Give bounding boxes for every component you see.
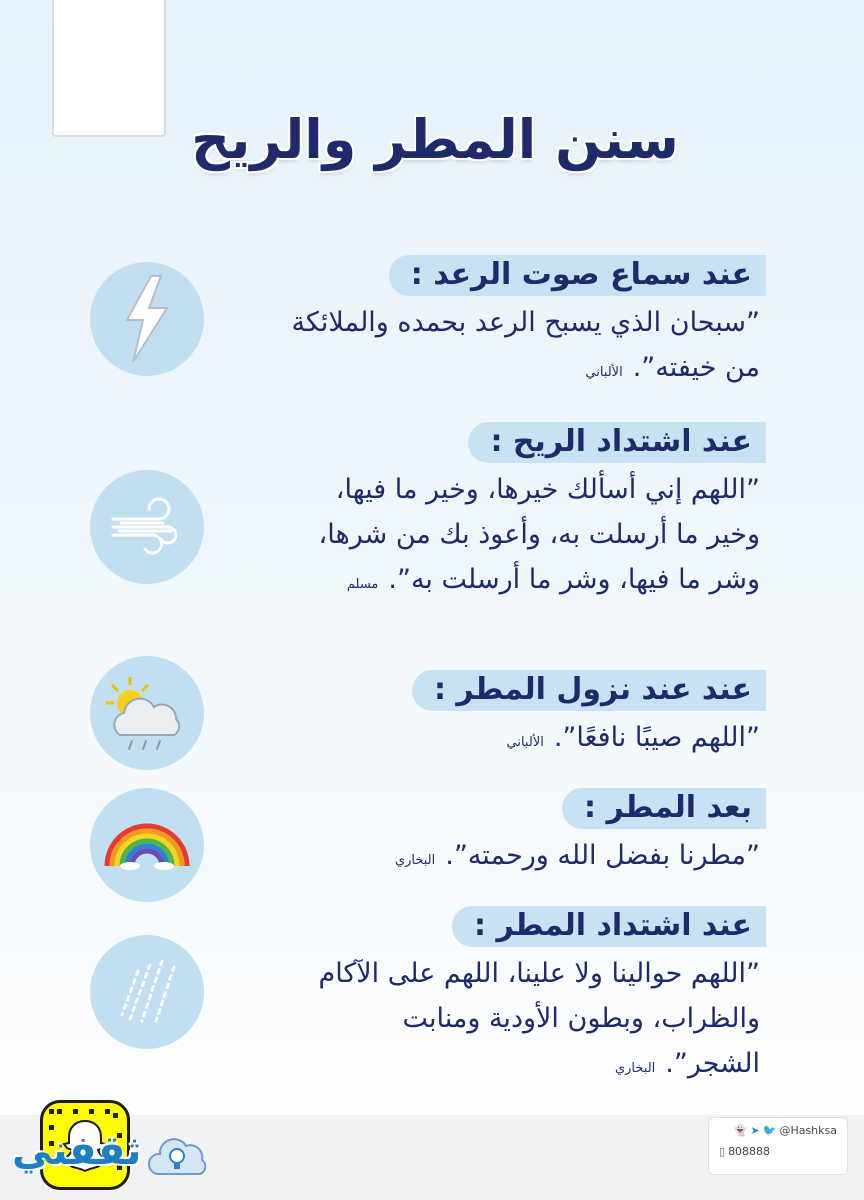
- section-text: ”مطرنا بفضل الله ورحمته”.البخاري: [394, 840, 760, 871]
- section-text: ”اللهم إني أسألك خيرها، وخير ما فيها، وخير ما أرسلت به، وأعوذ بك من شرها، وشر ما فيها، وشر ما أرسلت به”.مسلم: [318, 474, 760, 595]
- section-source: البخاري: [614, 1061, 656, 1076]
- sun-cloud-rain-icon: [90, 656, 204, 770]
- twitter-icon: 🐦: [762, 1124, 777, 1137]
- section-heading: عند عند نزول المطر :: [412, 670, 766, 711]
- phone-icon: ▯: [719, 1145, 726, 1158]
- section-text: ”سبحان الذي يسبح الرعد بحمده والملائكة من خيفته”.الألباني: [291, 307, 760, 383]
- phone-row[interactable]: [719, 1145, 837, 1158]
- section-text: ”اللهم صيبًا نافعًا”.الألباني: [506, 722, 760, 753]
- rainbow-icon: [90, 788, 204, 902]
- section-rain-falling: [284, 670, 764, 765]
- phone-number: 808888: [728, 1145, 771, 1158]
- social-handle-row[interactable]: [719, 1124, 837, 1137]
- section-wind: [284, 422, 764, 607]
- section-source: مسلم: [346, 577, 379, 592]
- section-text: ”اللهم حوالينا ولا علينا، اللهم على الآكام والظراب، وبطون الأودية ومنابت الشجر”.البخاري: [318, 958, 760, 1079]
- rain-icon: [90, 935, 204, 1049]
- social-handle: @Hashksa: [779, 1124, 837, 1137]
- section-heavy-rain: [284, 906, 764, 1091]
- telegram-icon: ➤: [750, 1124, 760, 1137]
- section-source: الألباني: [506, 735, 544, 750]
- lightbulb-cloud-icon: [146, 1134, 208, 1182]
- lightning-icon: [90, 262, 204, 376]
- section-thunder: [284, 255, 764, 395]
- section-heading: عند اشتداد الريح :: [468, 422, 766, 463]
- section-source: البخاري: [394, 853, 436, 868]
- section-heading: عند سماع صوت الرعد :: [389, 255, 766, 296]
- snapchat-icon: 👻: [733, 1124, 748, 1137]
- social-contact-box: [708, 1117, 848, 1175]
- blank-card: [52, 0, 166, 137]
- brand-logo: ثقفني: [12, 1128, 142, 1174]
- section-source: الألباني: [585, 365, 623, 380]
- section-after-rain: [284, 788, 764, 883]
- wind-icon: [90, 470, 204, 584]
- page-title: سنن المطر والريح: [191, 108, 679, 171]
- section-heading: بعد المطر :: [562, 788, 766, 829]
- section-heading: عند اشتداد المطر :: [452, 906, 766, 947]
